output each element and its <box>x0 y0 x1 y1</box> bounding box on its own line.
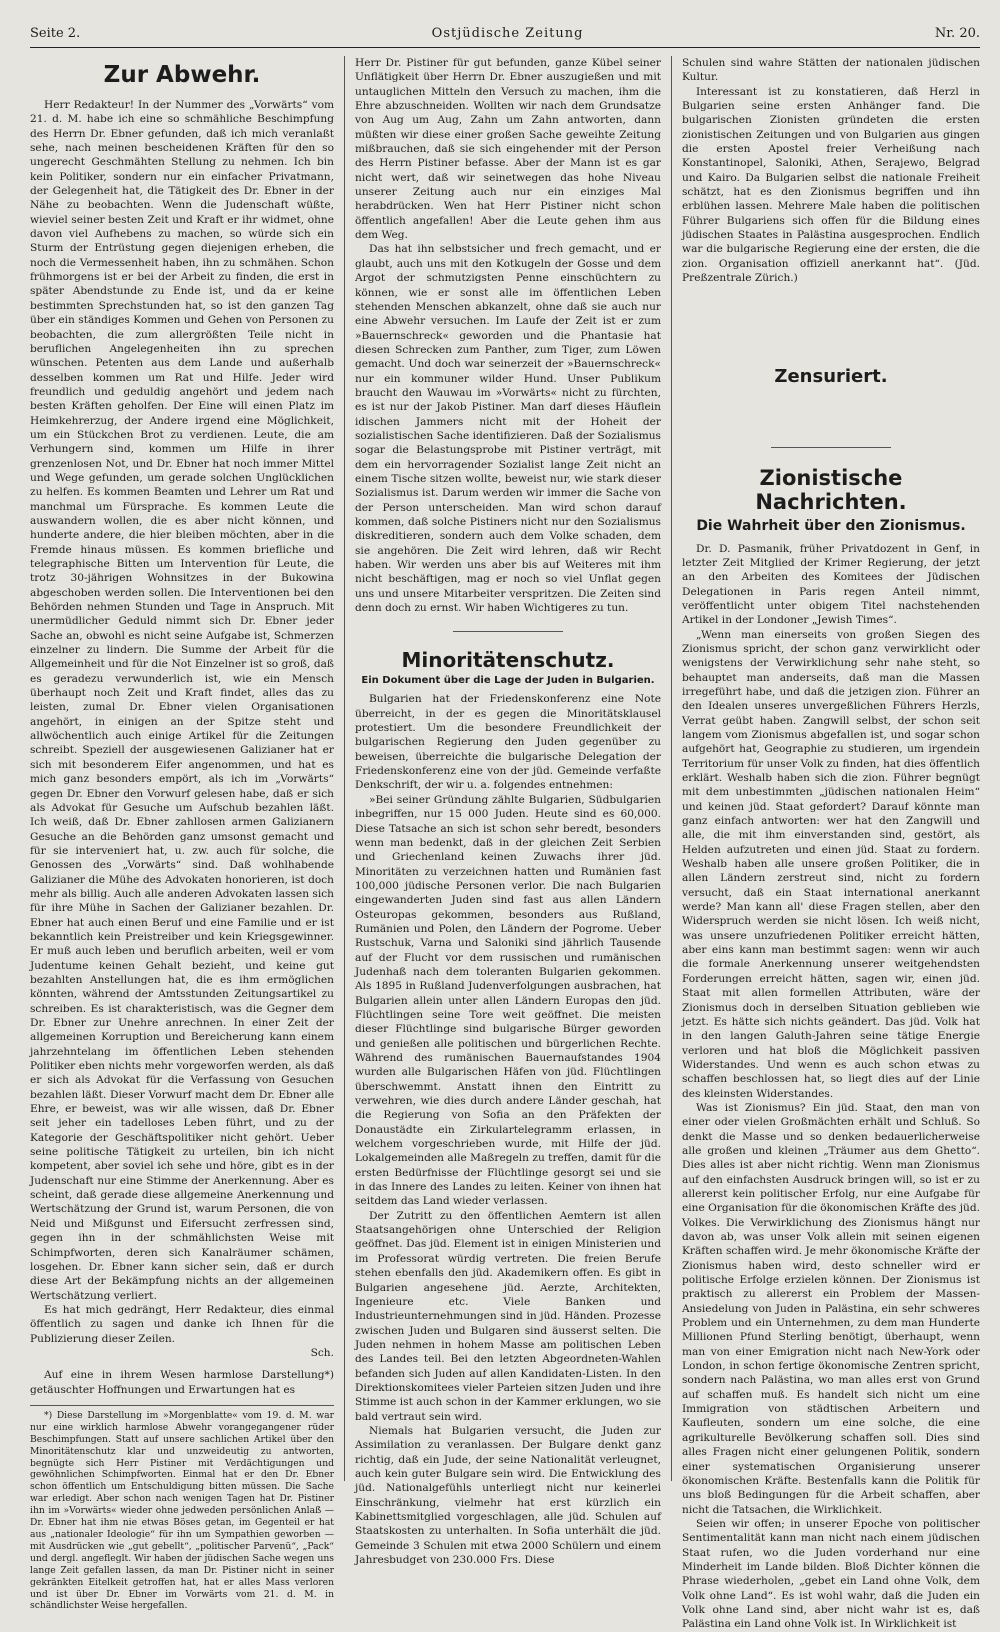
zion-paragraph-3: Was ist Zionismus? Ein jüd. Staat, den man von einer oder vielen Großmächten erhält und Schluß. So denkt die Masse und so denken bedauerlicherweise alle großen und kleinen „Träumer aus dem Ghetto“. Dies alles ist aber nicht richtig. Wenn man Zionismus auf den einfachsten Ausdruck bringen will, so ist er zu allererst kein politischer Erfolg, nur eine Aufgabe für eine Organisation für die ökonomischen Kräfte des jüd. Volkes. Die Verwirklichung des Zionismus hängt nur davon ab, was unser Volk allein mit seinen eigenen Kräften schaffen wird. Je mehr ökonomische Kräfte der Zionismus haben wird, desto schneller wird er politische Erfolge erzielen können. Der Zionismus ist praktisch zu allererst ein Problem der Massen-Ansiedelung von Juden in Palästina, ein sehr schweres Problem und ein Unternehmen, zu dem man Hunderte Millionen Pfund Sterling benötigt, überhaupt, wenn man von einer Emigration nicht nach New-York oder London, in schon fertige ökonomische Zentren spricht, sondern nach Palästina, wo man alles erst von Grund auf schaffen muß. Es handelt sich nicht um eine Immigration von städtischen Arbeitern und Kaufleuten, sondern um eine solche, die eine agrikulturelle Bevölkerung schaffen soll. Dies sind alles Fragen nicht einer gelungenen Politik, sondern einer systematischen Organisierung unserer ökonomischen Kräfte. Bestenfalls kann die Politik für uns bloß Bedingungen für die Arbeit schaffen, aber nicht die Tatsachen, die Wirklichkeit. <box>682 1101 980 1516</box>
abwehr-closing-paragraph: Auf eine in ihrem Wesen harmlose Darstellung*) getäuschter Hoffnungen und Erwartungen hat es <box>30 1369 334 1396</box>
min-paragraph-1: Bulgarien hat der Friedenskonferenz eine Note überreicht, in der es gegen die Minoritätsklausel protestiert. Um die besondere Freundlichkeit der bulgarischen Regierung den Juden gegenüber zu beweisen, überreichte die bulgarische Delegation der Friedenskonferenz eine von der jüd. Gemeinde verfaßte Denkschrift, der wir u. a. folgendes entnehmen: <box>355 693 661 792</box>
zion-paragraph-4: Seien wir offen; in unserer Epoche von politischer Sentimentalität kann man nicht nach einem jüdischen Staat rufen, wo die Juden vorderhand nur eine Minderheit im Lande bilden. Bloß Dichter können die Phrase wiederholen, „gebet ein Land ohne Volk, dem Volk ohne Land“. Es ist wohl wahr, daß die Juden ein Volk ohne Land sind, aber nicht wahr ist es, daß Palästina ein Land ohne Volk ist. In Wirklichkeit ist <box>682 1517 980 1631</box>
footnote-text: *) Diese Darstellung im »Morgenblatte« vom 19. d. M. war nur eine wirklich harmlose Abwehr vorangegangener rüder Beschimpfungen. Statt auf unsere sachlichen Artikel über den Minoritätenschutz klar und unzweideutig zu antworten, begnügte sich Herr Pistiner mit Verdächtigungen und gewöhnlichen Schimpfworten. Einmal hat er den Dr. Ebner schon öffentlich um Entschuldigung bitten müssen. Die Sache war erledigt. Aber schon nach wenigen Tagen hat Dr. Pistiner ihn im »Vorwärts« wieder ohne jedweden persönlichen Anlaß — Dr. Ebner hat ihm nie etwas Böses getan, im Gegenteil er hat aus „nationaler Ideologie“ für ihn um Sympathien geworben — mit Ausdrücken wie „gut gebellt“, „politischer Parvenü“, „Pack“ und dergl. angefleglt. Wir haben der jüdischen Sache wegen uns lange Zeit gefallen lassen, da man Dr. Pistiner nicht in seiner gekränkten Eitelkeit getroffen hat, hat er alles Mass verloren und ist über Dr. Ebner im Vorwärts vom 21. d. M. in schändlichster Weise hergefallen. <box>30 1409 334 1612</box>
column-left <box>30 56 345 1612</box>
pistiner-paragraph-1: Herr Dr. Pistiner für gut befunden, ganze Kübel seiner Unflätigkeit über Herrn Dr. Ebner auszugießen und mit untauglichen Mitteln den Versuch zu machen, ihm die Ehre abzuschneiden. Wollten wir nach dem Grundsatze von Aug um Aug, Zahn um Zahn antworten, dann müßten wir diese einer großen Sache geweihte Zeitung mißbrauchen, daß sie sich eingehender mit der Person des Herrn Pistiner befasse. Aber der Mann ist es gar nicht wert, daß wir seinetwegen das hohe Niveau unserer Zeitung auch nur ein einziges Mal herabdrücken. Wen hat Herr Pistiner nicht schon öffentlich angefallen! Aber die Leute gehen ihm aus dem Weg. <box>355 57 661 242</box>
footnote <box>30 1405 334 1612</box>
running-head <box>30 26 980 48</box>
min-paragraph-3: Der Zutritt zu den öffentlichen Aemtern ist allen Staatsangehörigen ohne Unterschied der Religion geöffnet. Das jüd. Element ist in einigen Ministerien und im Professorat würdig vertreten. Die freien Berufe stehen ebenfalls den jüd. Akademikern offen. Es gibt in Bulgarien angesehene jüd. Aerzte, Architekten, Ingenieure etc. Viele Banken und Industrieunternehmungen sind in jüd. Händen. Prozesse zwischen Juden und Bulgaren sind äusserst selten. Die Juden nehmen in hohem Masse am politischen Leben des Landes teil. Bei den letzten Abgeordneten-Wahlen befanden sich Juden auf allen Kandidaten-Listen. In den Direktionskomitees vieler Parteien sitzen Juden und ihre Stimme ist auch schon in der Kammer erklungen, wo sie bald vertraut sein wird. <box>355 1209 661 1423</box>
article-subtitle-minoritaetenschutz: Ein Dokument über die Lage der Juden in Bulgarien. <box>361 675 655 687</box>
abwehr-paragraph-2: Es hat mich gedrängt, Herr Redakteur, dies einmal öffentlich zu sagen und danke ich Ihnen für die Publizierung dieser Zeilen. <box>30 1303 334 1345</box>
article-title-zionistische-nachrichten: Zionistische Nachrichten. <box>755 465 907 514</box>
masthead-title: Ostjüdische Zeitung <box>431 26 584 41</box>
min-paragraph-2: »Bei seiner Gründung zählte Bulgarien, Südbulgarien inbegriffen, nur 15 000 Juden. Heute sind es 60,000. Diese Tatsache an sich ist schon sehr beredt, besonders wenn man bedenkt, daß in der gleichen Zeit Serbien und Griechenland keinen Zuwachs ihrer jüd. Minoritäten zu verzeichnen hatten und Rumänien fast 100,000 jüdische Personen verlor. Die nach Bulgarien eingewanderten Juden sind fast aus allen Ländern Osteuropas gekommen, besonders aus Rußland, Rumänien und Polen, den Ländern der Pogrome. Ueber Rustschuk, Varna und Saloniki sind jährlich Tausende auf der Flucht vor dem russischen und rumänischen Judenhaß nach dem toleranten Bulgarien gekommen. Als 1895 in Rußland Judenverfolgungen ausbrachen, hat Bulgarien allein unter allen Ländern Europas den jüd. Flüchtlingen seine Tore weit geöffnet. Die meisten dieser Flüchtlinge sind bulgarische Bürger geworden und genießen alle politischen und bürgerlichen Rechte. Während des rumänischen Bauernaufstandes 1904 wurden alle Bulgarischen Häfen von jüd. Flüchtlingen überschwemmt. Anstatt ihnen den Eintritt zu verwehren, wie dies durch andere Länder geschah, hat die Regierung von Sofia an den Präfekten der Donaustädte ein Zirkulartelegramm erlassen, in welchem vorgeschrieben wurde, mit Hilfe der jüd. Lokalgemeinden alle Maßregeln zu treffen, damit für die ersten Bedürfnisse der Flüchtlinge gesorgt sei und sie in das Innere des Landes zu leiten. Keiner von ihnen hat seitdem das Land wieder verlassen. <box>355 793 661 1208</box>
column-right <box>672 56 980 1631</box>
bulgaria-paragraph-2: Interessant ist zu konstatieren, daß Herzl in Bulgarien seine ersten Anhänger fand. Die bulgarischen Zionisten gründeten die ersten zionistischen Zeitungen und von Bulgarien aus gingen die ersten Apostel freier Verheißung nach Konstantinopel, Saloniki, Athen, Serajewo, Belgrad und Kairo. Da Bulgarien selbst die nationale Freiheit schätzt, hat es den Zionismus begriffen und ihn erblühen lassen. Mehrere Male haben die politischen Führer Bulgariens sich offen für die Bildung eines jüdischen Staates in Palästina ausgesprochen. Endlich war die bulgarische Regierung eine der ersten, die die zion. Organisation offiziell anerkannt hat“. (Jüd. Preßzentrale Zürich.) <box>682 85 980 285</box>
article-title-minoritaetenschutz: Minoritätenschutz. <box>401 648 615 673</box>
section-divider <box>453 631 563 632</box>
bulgaria-paragraph-1: Schulen sind wahre Stätten der nationalen jüdischen Kultur. <box>682 57 980 84</box>
section-divider-right <box>771 447 891 448</box>
zion-paragraph-1: Dr. D. Pasmanik, früher Privatdozent in Genf, in letzter Zeit Mitglied der Krimer Regierung, der jetzt an den Arbeiten des Komitees der Jüdischen Delegationen in Paris regen Anteil nimmt, veröffentlicht unter obigem Titel nachstehenden Artikel in der Londoner „Jewish Times“. <box>682 542 980 627</box>
page-number-label: Seite 2. <box>30 26 81 41</box>
abwehr-signature: Sch. <box>310 1346 334 1359</box>
column-middle <box>345 56 672 1567</box>
pistiner-paragraph-2: Das hat ihn selbstsicher und frech gemacht, und er glaubt, auch uns mit den Kotkugeln der Gosse und dem Argot der schmutzigsten Penne einschüchtern zu können, wie er sonst alle im öffentlichen Leben stehenden Menschen abkanzelt, ohne daß sie auch nur eine Abwehr versuchen. Im Laufe der Zeit ist er zum »Bauernschreck« geworden und die Phantasie hat diesen Schrecken zum Panther, zum Tiger, zum Löwen gemacht. Und doch war seinerzeit der »Bauernschreck« nur ein kommuner wilder Hund. Unser Publikum braucht den Wauwau im »Vorwärts« nicht zu fürchten, es ist nur der Jakob Pistiner. Man darf dieses Häuflein idischen Jammers nicht mit der Hoheit der sozialistischen Sache identifizieren. Daß der Sozialismus sogar die Belastungsprobe mit Pistiner verträgt, mit dem ein hervorragender Sozialist lange Zeit nicht an einem Tische sitzen wollte, beweist nur, wie stark dieser Sozialismus ist. Darum werden wir immer die Sache von der Person unterscheiden. Man wird schon darauf kommen, daß solche Pistiners nicht nur den Sozialismus diskreditieren, sondern auch dem Volke schaden, dem sie angehören. Die Zeit wird lehren, daß wir Recht haben. Wir werden uns aber bis auf Weiteres mit ihm nicht beschäftigen, mag er noch so viel Unflat gegen uns und unsere Mitarbeiter verspritzen. Die Zeiten sind denn doch zu ernst. Wir haben Wichtigeres zu tun. <box>355 243 661 615</box>
columns <box>30 56 980 1631</box>
issue-number: Nr. 20. <box>934 26 980 41</box>
censored-notice: Zensuriert. <box>774 365 888 387</box>
abwehr-paragraph-1: Herr Redakteur! In der Nummer des „Vorwärts“ vom 21. d. M. habe ich eine so schmähliche Beschimpfung des Herrn Dr. Ebner gefunden, daß ich mich veranlaßt sehe, nach meinen bescheidenen Kräften für den so ungerecht Geschmähten Stellung zu nehmen. Ich bin kein Politiker, sondern nur ein einfacher Privatmann, der Gelegenheit hat, die Tätigkeit des Dr. Ebner in der Nähe zu beobachten. Wenn die Judenschaft wüßte, wieviel seiner besten Zeit und Kraft er ihr widmet, ohne davon viel Aufhebens zu machen, so würde sich ein Sturm der Entrüstung gegen diejenigen erheben, die noch die Vermessenheit haben, ihn zu schmähen. Schon frühmorgens ist er bei der Arbeit zu finden, die erst in später Abendstunde zu Ende ist, und da er keine bestimmten Sprechstunden hat, so ist den ganzen Tag über ein ständiges Kommen und Gehen von Personen zu beobachten, die zum allergrößten Teile nicht in beruflichen Angelegenheiten ihn zu sprechen wünschen. Petenten aus dem Lande und außerhalb desselben kommen um Rat und Hilfe. Jeder wird freundlich und geduldig angehört und jedem nach besten Kräften geholfen. Der Eine will einen Platz im Heimkehrerzug, der Andere irgend eine Möglichkeit, um ein Stückchen Brot zu verdienen. Leute, die am Verhungern sind, kommen um Hilfe in ihrer grenzenlosen Not, und Dr. Ebner hat noch immer Mittel und Wege gefunden, um gerade solchen Unglücklichen zu helfen. Es kommen Beamten und Lehrer um Rat und manchmal um Fürsprache. Es kommen Leute die auswandern wollen, die es aber nicht können, und hunderte andere, die hier bleiben möchten, aber in die Fremde hinaus müssen. Es kommen briefliche und telegraphische Bitten um Intervention für Leute, die trotz 30-jährigen Wohnsitzes in der Bukowina abgeschoben werden sollen. Die Interventionen bei den Behörden nehmen Stunden und Tage in Anspruch. Mit unermüdlicher Geduld nimmt sich Dr. Ebner jeder Sache an, obwohl es nicht seine Aufgabe ist, Schmerzen einzelner zu lindern. Die Summe der Arbeit für die Allgemeinheit und für die Not Einzelner ist so groß, daß es geradezu verwunderlich ist, wie ein Mensch überhaupt noch Zeit und Kraft findet, alles das zu leisten, zumal Dr. Ebner vielen Organisationen angehört, in einigen an der Spitze steht und allwöchentlich auch einige Artikel für die Zeitungen schreibt. Speziell der ausgewiesenen Galizianer hat er sich mit besonderem Eifer angenommen, und hat es mich ganz besonders empört, als ich im „Vorwärts“ gegen Dr. Ebner den Vorwurf gelesen habe, daß er sich als Advokat für Gesuche um Aufschub bezahlen läßt. Ich weiß, daß Dr. Ebner zahllosen armen Galizianern Gesuche an die Behörden ganz umsonst gemacht und für sie interveniert hat, u. zw. auch für solche, die Genossen des „Vorwärts“ sind. Daß wohlhabende Galizianer die Mühe des Advokaten honorieren, ist doch mehr als billig. Auch alle anderen Advokaten lassen sich für ihre Mühe in Sachen der Galizianer bezahlen. Dr. Ebner hat auch einen Beruf und eine Familie und er ist bekanntlich kein Preistreiber und kein Kriegsgewinner. Er muß auch leben und beruflich arbeiten, weil er vom Judentume keinen Gehalt bezieht, und keine gut bezahlten Anstellungen hat, die es ihm ermöglichen könnten, während der Amtsstunden Zeitungsartikel zu schreiben. Es ist charakteristisch, was die Gegner dem Dr. Ebner zur Unehre anrechnen. In einer Zeit der allgemeinen Korruption und Bereicherung kann einem jahrzehntelang im öffentlichen Leben stehenden Politiker eben nichts mehr vorgeworfen werden, als daß er sich als Advokat für die Verfassung von Gesuchen bezahlen läßt. Dieser Vorwurf macht dem Dr. Ebner alle Ehre, er beweist, was wir alle wissen, daß Dr. Ebner seit jeher ein tadelloses Leben führt, und zu der Kategorie der Geschäftspolitiker nicht gehört. Ueber seine politische Tätigkeit zu urteilen, bin ich nicht kompetent, aber soviel ich sehe und höre, gibt es in der Judenschaft nur eine Stimme der Anerkennung. Aber es scheint, daß gerade diese allgemeine Anerkennung und Wertschätzung der Grund ist, warum Personen, die von Neid und Mißgunst und Eifersucht zerfressen sind, gegen ihn in der schmählichsten Weise mit Schimpfworten, deren sich Kanalräumer schämen, losgehen. Dr. Ebner kann sicher sein, daß er durch diese Art der Bekämpfung nichts an der allgemeinen Wertschätzung verliert. <box>30 99 334 1302</box>
article-subtitle-zionismus: Die Wahrheit über den Zionismus. <box>696 517 966 534</box>
min-paragraph-4: Niemals hat Bulgarien versucht, die Juden zur Assimilation zu veranlassen. Der Bulgare denkt ganz richtig, daß ein Jude, der seine Nationalität verleugnet, auch kein guter Bulgare sein wird. Die Entwicklung des jüd. Nationalgefühls unterliegt nicht nur keinerlei Einschränkung, vielmehr hat erst kürzlich ein Kabinettsmitglied vorgeschlagen, alle jüd. Schulen auf Staatskosten zu unterhalten. In Sofia unterhält die jüd. Gemeinde 3 Schulen mit etwa 2000 Schülern und einem Jahresbudget von 230.000 Frs. Diese <box>355 1424 661 1567</box>
zion-paragraph-2: „Wenn man einerseits von großen Siegen des Zionismus spricht, der schon ganz verwirklicht oder wenigstens der Verwirklichung sehr nahe steht, so behauptet man anderseits, daß man die Massen irregeführt habe, und daß die jetzigen zion. Führer an den Idealen unseres unvergeßlichen Führers Herzls, Verrat geübt haben. Zangwill selbst, der schon seit langem vom Zionismus abgefallen ist, und sogar schon aufgehört hat, Geographie zu studieren, um irgendein Territorium für unser Volk zu finden, hat dies öffentlich erklärt. Weshalb haben sich die zion. Führer begnügt mit dem unbestimmten „jüdischen nationalen Heim“ und keinen jüd. Staat gefordert? Darauf könnte man ganz einfach antworten: wer hat den Zangwill und alle, die mit ihm einverstanden sind, gestört, als Helden aufzutreten und einen jüd. Staat zu fordern. Weshalb haben alle unsere großen Politiker, die in allen Ländern zerstreut sind, nicht zu fordern versucht, daß ein Staat international anerkannt werde? Man kann all' diese Fragen stellen, aber den Widerspruch werden sie nicht lösen. Ich weiß nicht, was unsere unzufriedenen Politiker erreicht hätten, aber eins kann man bestimmt sagen: wenn wir auch die formale Anerkennung unserer weitgehendsten Forderungen erreicht hätten, sagen wir, einen jüd. Staat mit allen formellen Attributen, wäre der Zionismus doch in derselben Situation geblieben wie jetzt. Es hätte sich nichts geändert. Das jüd. Volk hat in den langen Galuth-Jahren seine tätige Energie verloren und hat bloß die Möglichkeit passiven Widerstandes. Und wenn es auch schon etwas zu schaffen beschlossen hat, so liegt dies auf der Linie des kleinsten Widerstandes. <box>682 628 980 1100</box>
article-title-abwehr: Zur Abwehr. <box>103 62 261 88</box>
